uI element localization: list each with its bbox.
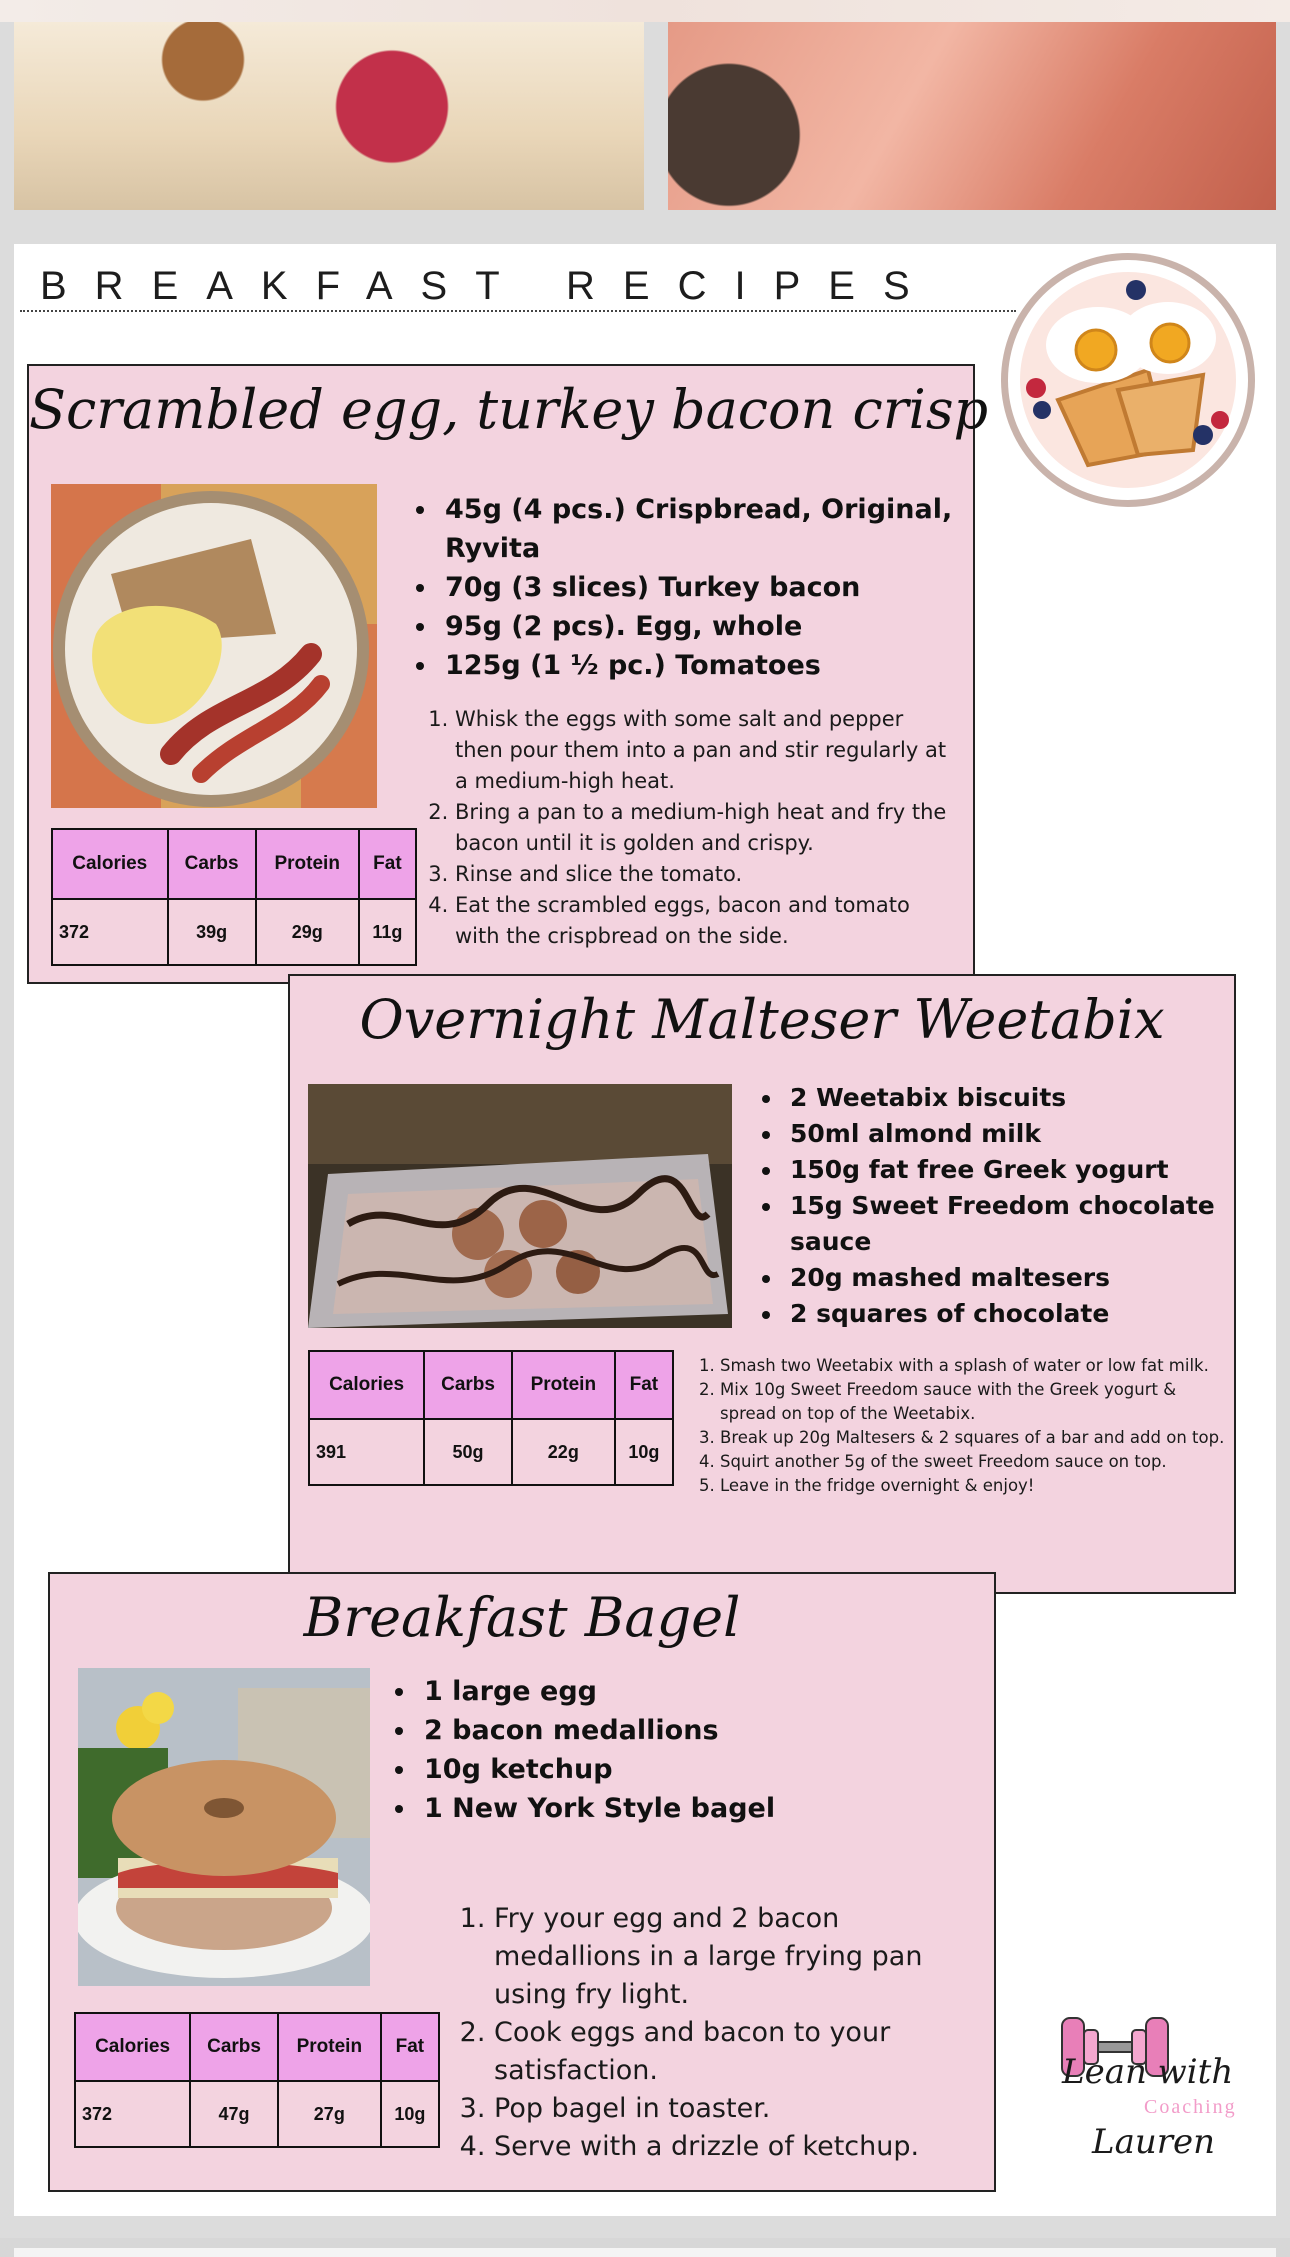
macro-header-fat: Fat [381, 2013, 439, 2081]
macro-value-calories: 391 [309, 1419, 424, 1485]
method-step: 5. Leave in the fridge overnight & enjoy! [720, 1474, 1232, 1498]
ingredient-list [384, 1672, 978, 1828]
method-step: 3. Pop bagel in toaster. [494, 2090, 994, 2128]
lean-with-lauren-logo [1034, 1988, 1260, 2198]
ingredient: • 15g Sweet Freedom chocolate sauce [784, 1188, 1224, 1260]
method-step: 4. Eat the scrambled eggs, bacon and tomato with the crispbread on the side. [455, 890, 955, 952]
page-heading: BREAKFAST RECIPES [40, 264, 938, 308]
bottom-band [0, 2238, 1290, 2257]
scrambled-egg-bacon-photo [51, 484, 377, 808]
macro-value-protein: 29g [256, 899, 359, 965]
recipe-page [14, 244, 1276, 2216]
recipe-title: Scrambled egg, turkey bacon crisp [29, 378, 989, 441]
macro-value-fat: 10g [381, 2081, 439, 2147]
ingredient: • 1 New York Style bagel [418, 1789, 978, 1828]
ingredient: • 50ml almond milk [784, 1116, 1224, 1152]
method-step: 1. Fry your egg and 2 bacon medallions in a large frying pan using fry light. [494, 1900, 994, 2014]
recipe-card-scrambled-egg [27, 364, 989, 984]
method-step: 2. Bring a pan to a medium-high heat and fry the bacon until it is golden and crispy. [455, 797, 955, 859]
brand-line-1: Lean with [1062, 2052, 1234, 2092]
macro-header-calories: Calories [52, 829, 168, 899]
method-step: 4. Squirt another 5g of the sweet Freedom sauce on top. [720, 1450, 1232, 1474]
macro-value-carbs: 50g [424, 1419, 512, 1485]
macro-header-protein: Protein [256, 829, 359, 899]
macro-header-protein: Protein [512, 1351, 615, 1419]
macro-header-carbs: Carbs [168, 829, 256, 899]
macro-header-calories: Calories [75, 2013, 190, 2081]
macro-header-fat: Fat [359, 829, 416, 899]
macro-value-calories: 372 [52, 899, 168, 965]
malteser-weetabix-photo [308, 1084, 732, 1328]
smoked-salmon-photo [668, 22, 1276, 210]
yogurt-raspberry-photo [14, 22, 644, 210]
macro-table [51, 828, 417, 966]
method-step: 2. Cook eggs and bacon to your satisfaction. [494, 2014, 994, 2090]
recipe-card-malteser-weetabix [288, 974, 1236, 1594]
ingredient: • 2 bacon medallions [418, 1711, 978, 1750]
macro-value-protein: 27g [278, 2081, 381, 2147]
ingredient: • 10g ketchup [418, 1750, 978, 1789]
ingredient-list [405, 490, 999, 685]
brand-tag: Coaching [1144, 2096, 1237, 2118]
ingredient: • 70g (3 slices) Turkey bacon [439, 568, 999, 607]
macro-value-fat: 10g [615, 1419, 673, 1485]
ingredient: • 2 squares of chocolate [784, 1296, 1224, 1332]
method-step: 1. Whisk the eggs with some salt and pepper then pour them into a pan and stir regularly at a medium-high heat. [455, 704, 955, 797]
method-steps [427, 704, 955, 952]
brand-line-2: Lauren [1092, 2122, 1216, 2162]
macro-header-carbs: Carbs [190, 2013, 278, 2081]
egg-toast-plate-illustration [998, 250, 1258, 510]
ingredient: • 1 large egg [418, 1672, 978, 1711]
ingredient: • 45g (4 pcs.) Crispbread, Original, Ryvita [439, 490, 999, 568]
ingredient: • 125g (1 ½ pc.) Tomatoes [439, 646, 999, 685]
macro-table [308, 1350, 674, 1486]
method-step: 3. Break up 20g Maltesers & 2 squares of a bar and add on top. [720, 1426, 1232, 1450]
macro-value-carbs: 47g [190, 2081, 278, 2147]
method-step: 1. Smash two Weetabix with a splash of water or low fat milk. [720, 1354, 1232, 1378]
macro-table [74, 2012, 440, 2148]
heading-dotted-rule [20, 310, 1016, 312]
recipe-title: Breakfast Bagel [303, 1586, 741, 1649]
macro-value-fat: 11g [359, 899, 416, 965]
ingredient: • 150g fat free Greek yogurt [784, 1152, 1224, 1188]
ingredient: • 2 Weetabix biscuits [784, 1080, 1224, 1116]
dumbbell-icon [1034, 1988, 1260, 2198]
ingredient: • 95g (2 pcs). Egg, whole [439, 607, 999, 646]
method-step: 2. Mix 10g Sweet Freedom sauce with the Greek yogurt & spread on top of the Weetabix. [720, 1378, 1232, 1426]
method-step: 3. Rinse and slice the tomato. [455, 859, 955, 890]
recipe-title: Overnight Malteser Weetabix [359, 988, 1165, 1051]
macro-value-calories: 372 [75, 2081, 190, 2147]
macro-header-calories: Calories [309, 1351, 424, 1419]
macro-header-protein: Protein [278, 2013, 381, 2081]
recipe-card-breakfast-bagel [48, 1572, 996, 2192]
macro-value-carbs: 39g [168, 899, 256, 965]
method-steps [464, 1900, 994, 2166]
macro-value-protein: 22g [512, 1419, 615, 1485]
breakfast-bagel-photo [78, 1668, 370, 1986]
method-steps [696, 1354, 1232, 1498]
macro-header-fat: Fat [615, 1351, 673, 1419]
top-band [0, 0, 1290, 22]
ingredient: • 20g mashed maltesers [784, 1260, 1224, 1296]
ingredient-list [750, 1080, 1224, 1332]
method-step: 4. Serve with a drizzle of ketchup. [494, 2128, 994, 2166]
macro-header-carbs: Carbs [424, 1351, 512, 1419]
